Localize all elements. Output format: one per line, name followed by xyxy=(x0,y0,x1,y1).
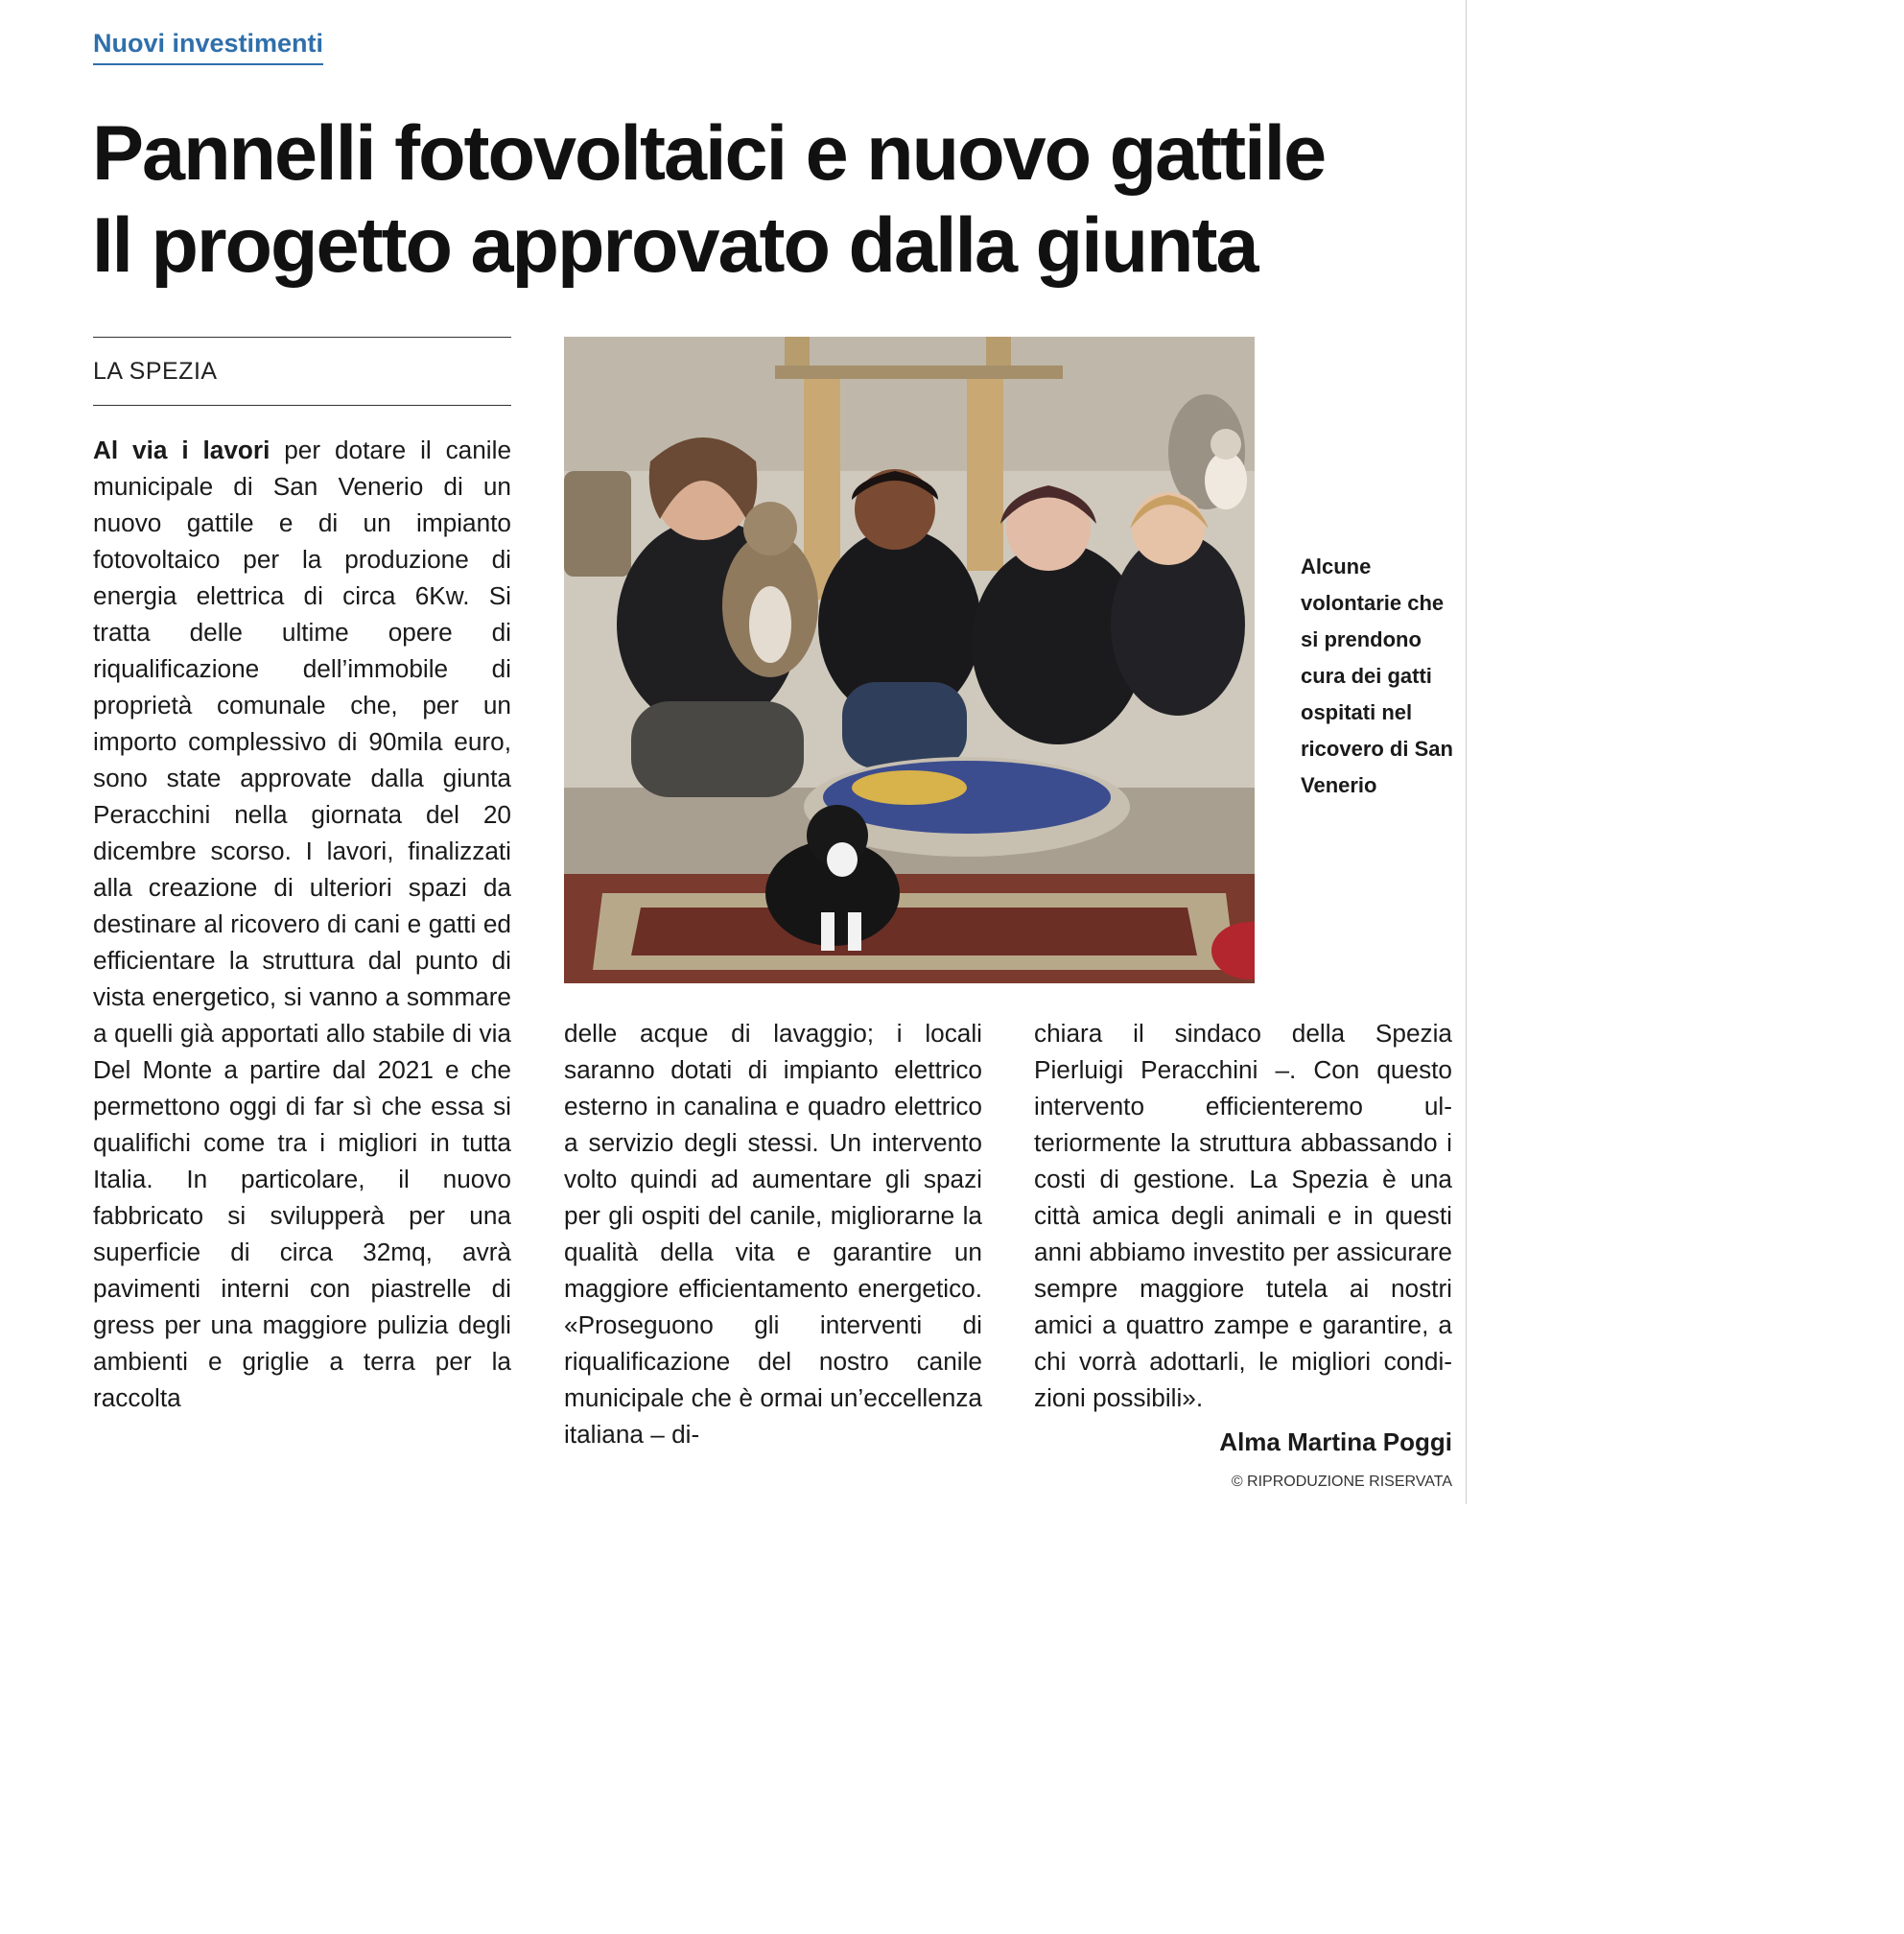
author-byline: Alma Martina Poggi xyxy=(1219,1427,1452,1456)
dateline-top-rule xyxy=(93,337,511,338)
headline xyxy=(92,107,1464,292)
photo-illustration xyxy=(564,337,1255,983)
body-paragraph-1 xyxy=(93,432,511,1416)
headline-line-2: Il progetto approvato dalla giunta xyxy=(92,202,1258,289)
col1-text: per dotare il canile municipale di San Venerio di un nuovo gattile e di un impianto fotovoltaico per la produzione di energia elettrica di circa 6Kw. Si tratta delle ultime opere di riqualificazione dell’immobile di proprietà comunale che, per un importo complessivo di 90mila euro, sono state approvate dalla giunta Peracchini nella giornata del 20 dicembre scorso. I lavori, finalizzati alla creazione di ulteriori spazi da destinare al ricovero di cani e gatti ed efficientare la struttura dal punto di vista energetico, si vanno a sommare a quelli già apportati allo stabile di via Del Monte a partire dal 2021 e che permettono oggi di far sì che essa si qualifichi come tra i migliori in tutta Italia. In particolare, il nuovo fabbricato si svilupperà per una superficie di circa 32mq, avrà pavimenti interni con piastrelle di gress per una maggiore pulizia degli ambienti e griglie a terra per la raccolta xyxy=(93,436,511,1412)
dateline-bottom-rule xyxy=(93,405,511,406)
copyright-notice: © RIPRODUZIONE RISERVATA xyxy=(1231,1474,1452,1490)
section-kicker: Nuovi investimenti xyxy=(93,25,323,65)
photo-caption: Alcune volontarie che si prendono cura dei gatti ospitati nel ricovero di San Venerio xyxy=(1301,554,1453,797)
headline-line-1: Pannelli fotovoltaici e nuovo gattile xyxy=(92,110,1326,197)
body-column-2 xyxy=(564,1015,982,1504)
lead-in: Al via i lavori xyxy=(93,436,270,464)
dateline: LA SPEZIA xyxy=(93,358,218,385)
col2-text: delle acque di lavaggio; i locali saranno dotati di impianto elettrico esterno in canalina e quadro elettrico a servizio degli stessi. Un intervento volto quindi ad aumentare gli spazi per gli ospiti del canile, migliorarne la qualità della vita e garantire un maggiore efficientamento energetico. «Proseguono gli interventi di riqualificazione del nostro canile municipale che è ormai un’eccellenza italiana – di- xyxy=(564,1019,982,1449)
body-column-3 xyxy=(1034,1015,1452,1427)
body-column-1 xyxy=(93,432,511,1504)
col3-text: chiara il sindaco della Spezia Pierluigi Peracchini –. Con questo intervento efficienteremo ulteriormente la struttura abbassando i costi di gestione. La Spezia è una città amica degli animali e in questi anni abbiamo investito per assicurare sempre maggiore tutela ai nostri amici a quattro zampe e garantire, a chi vorrà adottarli, le migliori condizioni possibili». xyxy=(1034,1019,1452,1412)
page-edge-rule xyxy=(1466,0,1467,1504)
article-photo xyxy=(564,337,1255,983)
